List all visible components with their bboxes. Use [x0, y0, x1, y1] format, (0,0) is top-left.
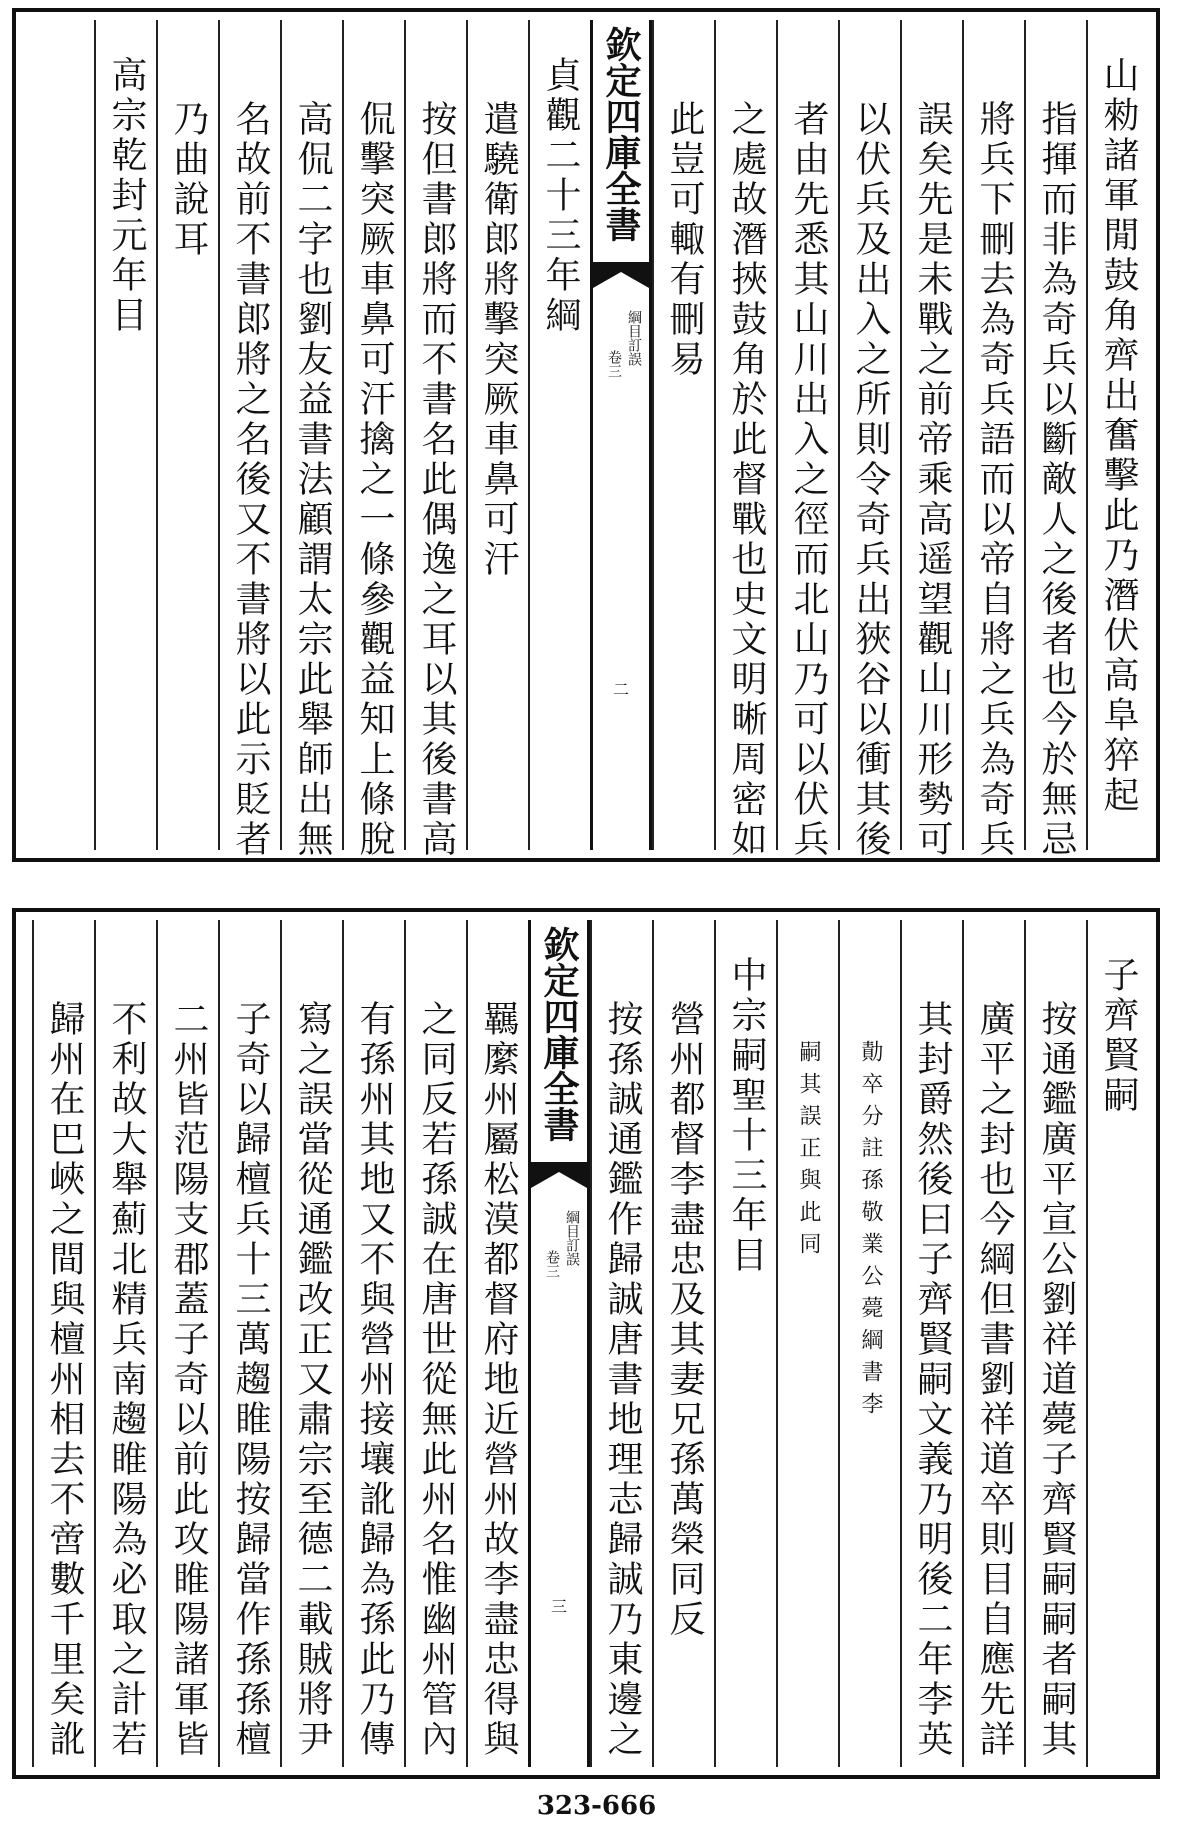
text-column — [900, 920, 962, 1767]
column-text: 有孫州其地又不與營州接壤訛歸為孫此乃傳 — [354, 1000, 395, 1760]
text-column — [156, 920, 218, 1767]
column-text: 廣平之封也今綱但書劉祥道卒則目自應先詳 — [974, 1000, 1015, 1760]
column-text: 誤矣先是未戰之前帝乘高遥望觀山川形勢可 — [912, 100, 953, 860]
text-column — [280, 920, 342, 1767]
strip-volume: 卷三 — [544, 1250, 560, 1278]
strip-page-number: 二 — [612, 680, 630, 699]
text-column — [714, 920, 776, 1767]
text-column — [528, 20, 590, 850]
text-column — [218, 920, 280, 1767]
column-text: 遣驍衛郎將擊突厥車鼻可汗 — [478, 100, 519, 580]
column-text: 者由先悉其山川出入之徑而北山乃可以伏兵 — [788, 100, 829, 860]
strip-page-number: 三 — [550, 1597, 568, 1616]
text-column — [404, 920, 466, 1767]
strip-subtitle: 綱目訂誤 — [564, 1210, 580, 1266]
column-text: 嗣其誤正與此同 — [796, 1040, 821, 1264]
column-text: 之同反若孫誠在唐世從無此州名惟幽州管內 — [416, 1000, 457, 1760]
column-text: 指揮而非為奇兵以斷敵人之後者也今於無忌 — [1036, 100, 1077, 860]
top-page-panel — [12, 8, 1160, 862]
column-text: 名故前不書郎將之名後又不書將以此示貶者 — [230, 100, 271, 860]
bottom-page-panel — [12, 908, 1160, 1779]
text-column — [838, 920, 900, 1767]
column-text: 中宗嗣聖十三年目 — [726, 956, 767, 1276]
text-column — [714, 20, 776, 860]
text-column — [32, 920, 94, 1767]
text-column — [962, 20, 1024, 860]
column-text: 侃擊突厥車鼻可汗擒之一條參觀益知上條脫 — [354, 100, 395, 860]
text-column — [776, 20, 838, 860]
fish-tail-mark-icon — [531, 1160, 587, 1190]
column-text: 高侃二字也劉友益書法顧謂太宗此舉師出無 — [292, 100, 333, 860]
column-text: 二州皆范陽支郡蓋子奇以前此攻睢陽諸軍皆 — [168, 1000, 209, 1760]
center-strip — [528, 920, 590, 1767]
text-column — [652, 20, 714, 850]
text-column — [1086, 20, 1148, 850]
column-text: 子齊賢嗣 — [1098, 956, 1139, 1116]
text-column — [94, 920, 156, 1767]
column-text: 歸州在巴峽之間與檀州相去不啻數千里矣訛 — [44, 1000, 85, 1760]
text-column — [156, 20, 218, 850]
text-column — [342, 20, 404, 860]
column-text: 以伏兵及出入之所則令奇兵出狹谷以衝其後 — [850, 100, 891, 860]
text-column — [466, 20, 528, 850]
text-column — [900, 20, 962, 860]
page-number: 323-666 — [536, 1791, 657, 1821]
text-column — [280, 20, 342, 860]
text-column — [342, 920, 404, 1767]
text-column — [652, 920, 714, 1767]
column-text: 貞觀二十三年綱 — [540, 56, 581, 336]
column-text: 將兵下刪去為奇兵語而以帝自將之兵為奇兵 — [974, 100, 1015, 860]
column-text: 山勑諸軍閒鼓角齊出奮擊此乃潛伏高阜猝起 — [1098, 56, 1139, 816]
text-column — [838, 20, 900, 860]
text-column — [590, 920, 652, 1767]
column-text: 寫之誤當從通鑑改正又肅宗至德二載賊將尹 — [292, 1000, 333, 1760]
column-text: 營州都督李盡忠及其妻兄孫萬榮同反 — [664, 1000, 705, 1640]
book-title: 欽定四庫全書 — [538, 926, 580, 1142]
column-text: 不利故大舉薊北精兵南趨睢陽為必取之計若 — [106, 1000, 147, 1760]
column-text: 羈縻州屬松漠都督府地近營州故李盡忠得與 — [478, 1000, 519, 1760]
column-text: 高宗乾封元年目 — [106, 56, 147, 336]
text-column — [1024, 20, 1086, 860]
text-column — [776, 920, 838, 1767]
text-column — [1086, 920, 1148, 1767]
column-text: 之處故潛挾鼓角於此督戰也史文明晰周密如 — [726, 100, 767, 860]
column-text: 按孫誠通鑑作歸誠唐書地理志歸誠乃東邊之 — [602, 1000, 643, 1760]
text-column — [466, 920, 528, 1767]
strip-volume: 卷三 — [606, 350, 622, 378]
book-title: 欽定四庫全書 — [600, 26, 642, 242]
column-text: 此豈可輙有刪易 — [664, 100, 705, 380]
text-column — [962, 920, 1024, 1767]
column-text: 乃曲說耳 — [168, 100, 209, 260]
strip-subtitle: 綱目訂誤 — [626, 310, 642, 366]
column-text: 按但書郎將而不書名此偶逸之耳以其後書高 — [416, 100, 457, 860]
column-text: 其封爵然後曰子齊賢嗣文義乃明後二年李英 — [912, 1000, 953, 1760]
text-column — [404, 20, 466, 860]
column-text: 子奇以歸檀兵十三萬趨睢陽按歸當作孫孫檀 — [230, 1000, 271, 1760]
column-text: 勣卒分註孫敬業公薨綱書李 — [858, 1040, 883, 1424]
text-column — [218, 20, 280, 860]
column-text: 按通鑑廣平宣公劉祥道薨子齊賢嗣嗣者嗣其 — [1036, 1000, 1077, 1760]
fish-tail-mark-icon — [593, 260, 649, 290]
center-strip — [590, 20, 652, 850]
text-column — [94, 20, 156, 850]
text-column — [1024, 920, 1086, 1767]
